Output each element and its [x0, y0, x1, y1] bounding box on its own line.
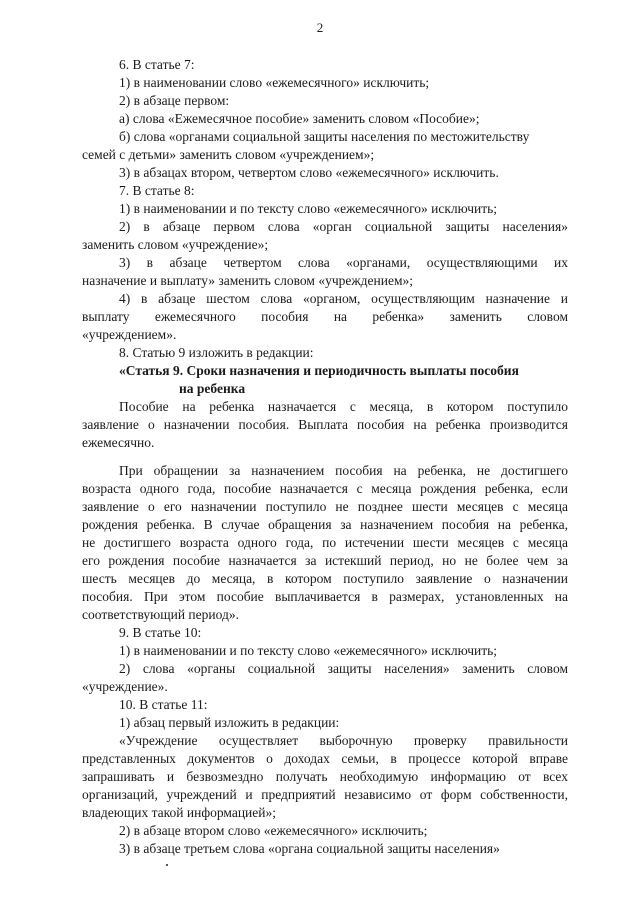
text-line: 7. В статье 8:	[119, 183, 195, 198]
text-line: владеющих такой информацией»;	[82, 805, 276, 820]
text-line: 3) в абзаце четвертом слова «органами, осуществляющими их	[119, 255, 568, 270]
text-line: назначение и выплату» заменить словом «учреждением»;	[82, 273, 414, 288]
article-heading: на ребенка	[179, 381, 246, 396]
text-line: ежемесячно.	[82, 435, 155, 450]
text-line: организаций, учреждений и предприятий независимо от форм собственности,	[82, 787, 568, 802]
text-line: заявление о его назначении поступило не позднее шести месяцев с месяца	[82, 499, 568, 514]
text-line: 2) в абзаце втором слово «ежемесячного» исключить;	[119, 823, 428, 838]
text-line: 8. Статью 9 изложить в редакции:	[119, 345, 314, 360]
text-line: 9. В статье 10:	[119, 625, 202, 640]
text-line: 10. В статье 11:	[119, 697, 208, 712]
text-line: При обращении за назначением пособия на ребенка, не достигшего	[119, 463, 568, 478]
text-line: заявление о назначении пособия. Выплата пособия на ребенка производится	[82, 417, 568, 432]
text-line: запрашивать и безвозмездно получать необходимую информацию от всех	[82, 769, 568, 784]
text-line: б) слова «органами социальной защиты населения по местожительству	[119, 129, 530, 144]
text-line: возраста одного года, пособие назначается с месяца рождения ребенка, если	[82, 481, 568, 496]
text-line: 3) в абзаце третьем слова «органа социальной защиты населения»	[119, 841, 500, 856]
article-heading: «Статья 9. Сроки назначения и периодичность выплаты пособия	[119, 363, 519, 378]
text-line: а) слова «Ежемесячное пособие» заменить словом «Пособие»;	[119, 111, 480, 126]
text-line: выплату ежемесячного пособия на ребенка» заменить словом	[82, 309, 568, 324]
text-line: «учреждением».	[82, 327, 177, 342]
page-number: 2	[316, 20, 324, 35]
text-line: 4) в абзаце шестом слова «органом, осуществляющим назначение и	[119, 291, 568, 306]
text-line: «Учреждение осуществляет выборочную проверку правильности	[119, 733, 568, 748]
text-line: 1) абзац первый изложить в редакции:	[119, 715, 340, 730]
text-line: шесть месяцев до месяца, в котором поступило заявление о назначении	[82, 571, 568, 586]
text-line: 3) в абзацах втором, четвертом слово «ежемесячного» исключить.	[119, 165, 499, 180]
text-line: «учреждение».	[82, 679, 168, 694]
text-line: 6. В статье 7:	[119, 57, 195, 72]
text-line: 1) в наименовании слово «ежемесячного» исключить;	[119, 75, 430, 90]
text-line: 2) в абзаце первом:	[119, 93, 230, 108]
text-line: не достигшего возраста одного года, по истечении шести месяцев с месяца	[82, 535, 568, 550]
text-line: заменить словом «учреждение»;	[82, 237, 269, 252]
text-line: пособия. При этом пособие выплачивается в размерах, установленных на	[82, 589, 568, 604]
text-line: рождения ребенка. В случае обращения за назначением пособия на ребенка,	[82, 517, 568, 532]
text-line: Пособие на ребенка назначается с месяца, в котором поступило	[119, 399, 568, 414]
text-line: его рождения пособие назначается за истекший период, но не более чем за	[82, 553, 568, 568]
text-line: 2) слова «органы социальной защиты населения» заменить словом	[119, 661, 568, 676]
text-line: соответствующий период».	[82, 607, 239, 622]
scan-speck	[166, 864, 168, 866]
text-line: представленных документов о доходах семьи, в процессе которой вправе	[82, 751, 568, 766]
text-line: 1) в наименовании и по тексту слово «ежемесячного» исключить;	[119, 201, 498, 216]
text-line: 2) в абзаце первом слова «орган социальной защиты населения»	[119, 219, 568, 234]
text-line: семей с детьми» заменить словом «учреждением»;	[82, 147, 375, 162]
text-line: 1) в наименовании и по тексту слово «ежемесячного» исключить;	[119, 643, 498, 658]
